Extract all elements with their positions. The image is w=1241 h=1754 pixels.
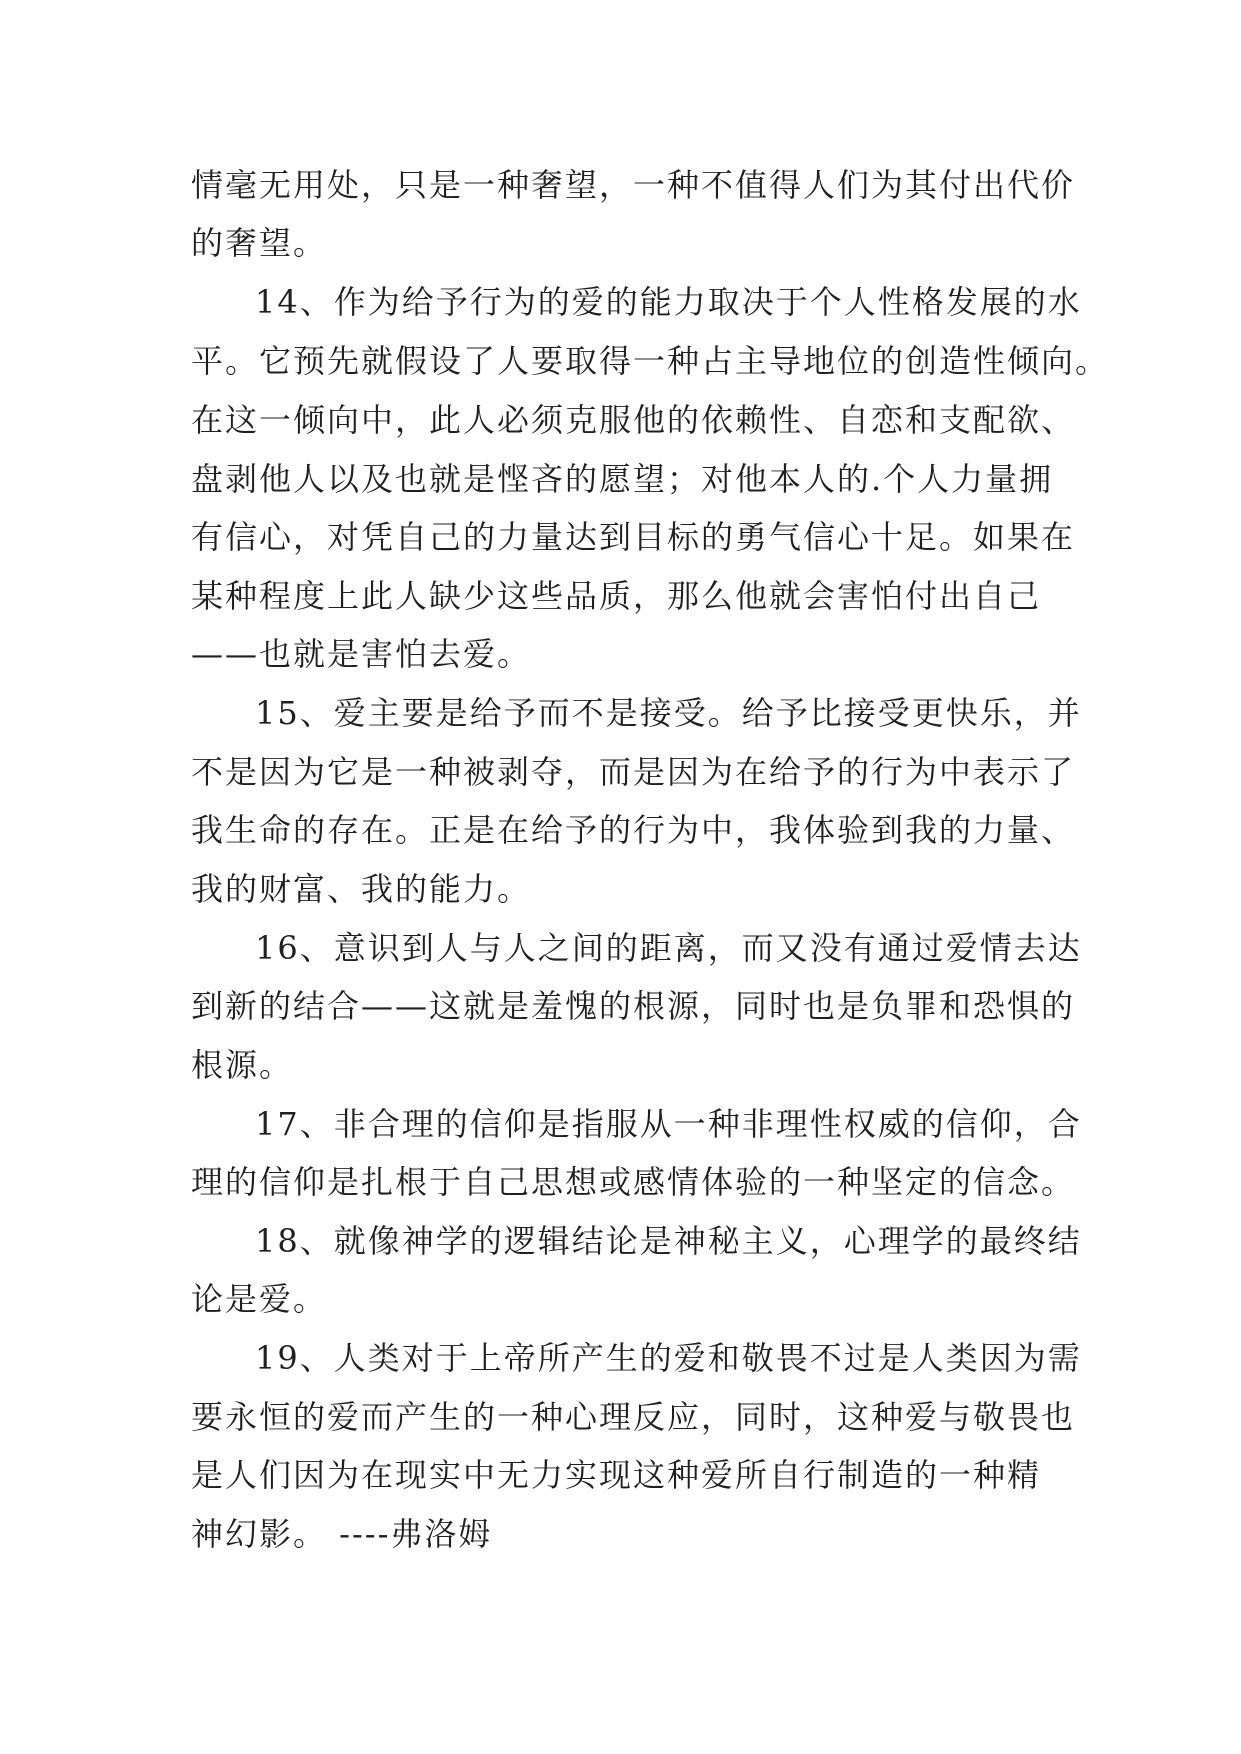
text-line: 有信心，对凭自己的力量达到目标的勇气信心十足。如果在: [191, 518, 1076, 556]
text-line: 某种程度上此人缺少这些品质，那么他就会害怕付出自己: [191, 577, 1042, 615]
text-line: 我生命的存在。正是在给予的行为中，我体验到我的力量、: [191, 811, 1076, 849]
text-line: 神幻影。 ----弗洛姆: [191, 1515, 493, 1553]
paragraph-19-start: 19、人类对于上帝所产生的爱和敬畏不过是人类因为需: [255, 1339, 1082, 1377]
paragraph-15-start: 15、爱主要是给予而不是接受。给予比接受更快乐，并: [255, 694, 1082, 732]
paragraph-17-start: 17、非合理的信仰是指服从一种非理性权威的信仰，合: [255, 1105, 1082, 1143]
text-line: 在这一倾向中，此人必须克服他的依赖性、自恋和支配欲、: [191, 401, 1076, 439]
paragraph-18-start: 18、就像神学的逻辑结论是神秘主义，心理学的最终结: [255, 1222, 1082, 1260]
text-line: 是人们因为在现实中无力实现这种爱所自行制造的一种精: [191, 1456, 1042, 1494]
text-line: 根源。: [191, 1046, 294, 1084]
text-line: 理的信仰是扎根于自己思想或感情体验的一种坚定的信念。: [191, 1163, 1076, 1201]
paragraph-16-start: 16、意识到人与人之间的距离，而又没有通过爱情去达: [255, 929, 1082, 967]
text-line: 平。它预先就假设了人要取得一种占主导地位的创造性倾向。: [191, 342, 1110, 380]
text-line: 情毫无用处，只是一种奢望，一种不值得人们为其付出代价: [191, 166, 1076, 204]
text-line: 盘剥他人以及也就是悭吝的愿望；对他本人的.个人力量拥: [191, 460, 1054, 498]
text-line: 论是爱。: [191, 1280, 328, 1318]
paragraph-14-start: 14、作为给予行为的爱的能力取决于个人性格发展的水: [255, 283, 1082, 321]
text-line: 不是因为它是一种被剥夺，而是因为在给予的行为中表示了: [191, 753, 1076, 791]
text-line: 要永恒的爱而产生的一种心理反应，同时，这种爱与敬畏也: [191, 1398, 1076, 1436]
text-line: 我的财富、我的能力。: [191, 870, 532, 908]
text-line: 到新的结合——这就是羞愧的根源，同时也是负罪和恐惧的: [191, 987, 1076, 1025]
text-line: ——也就是害怕去爱。: [191, 635, 532, 673]
text-line: 的奢望。: [191, 224, 328, 262]
